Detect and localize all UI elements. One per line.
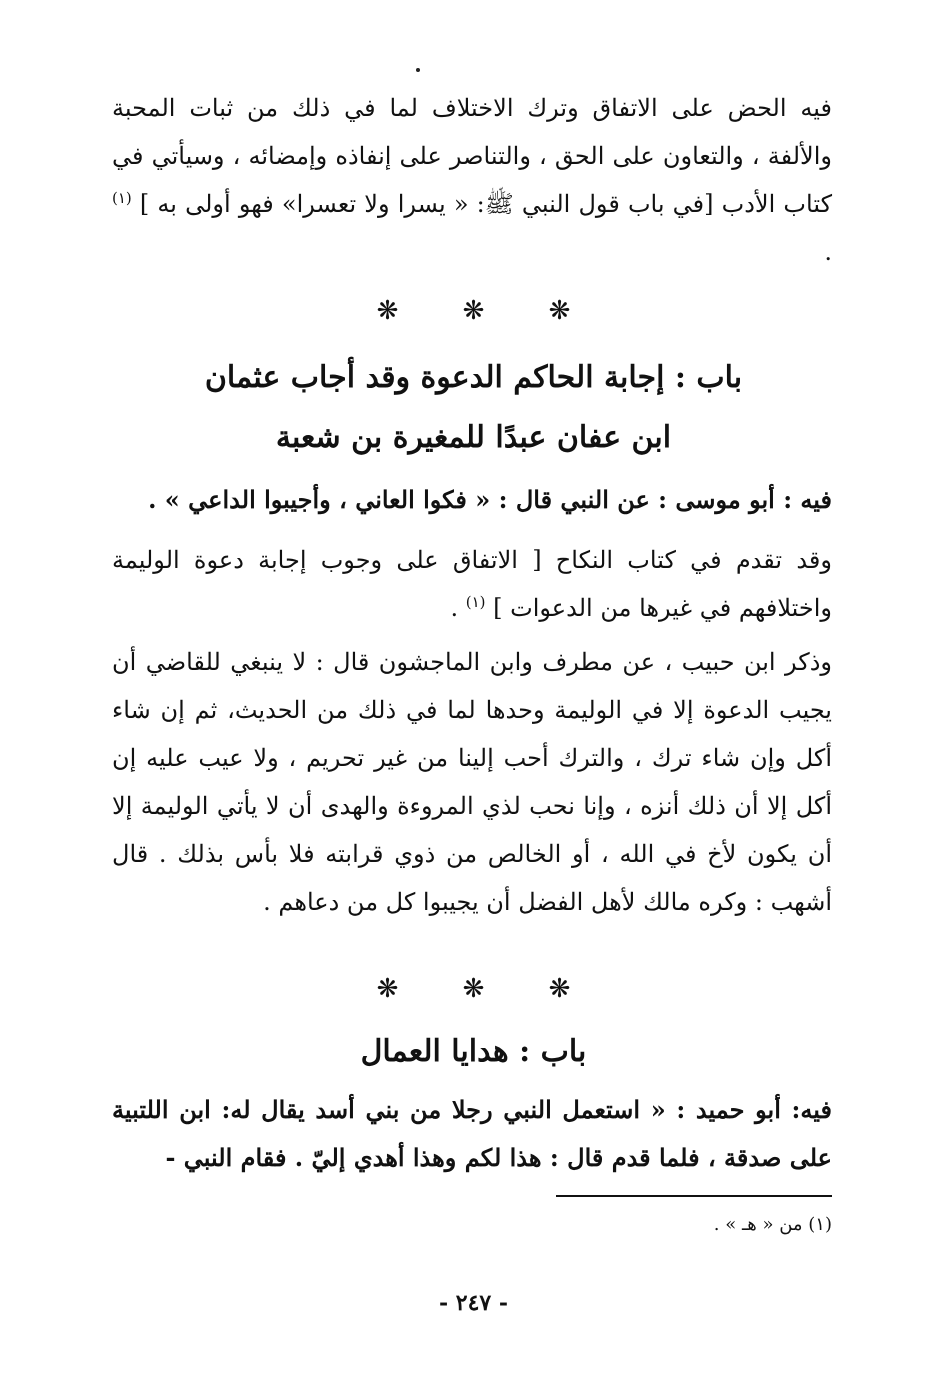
nikah-text: وقد تقدم في كتاب النكاح [ الاتفاق على وجوب إجابة دعوة الوليمة واختلافهم في غيرها من الدعوات ] [112, 546, 832, 622]
section-title-line-1: باب : إجابة الحاكم الدعوة وقد أجاب عثمان [204, 360, 743, 395]
footnote-divider [556, 1195, 832, 1197]
hadith-paragraph: فيه: أبو حميد : « استعمل النبي رجلا من بني أسد يقال له: ابن اللتبية على صدقة ، فلما قدم قال : هذا لكم وهذا أهدي إليّ . فقام النبي - [112, 1095, 832, 1172]
ink-dot [416, 68, 420, 72]
star-icon: ❋ [462, 974, 485, 1004]
separator-stars [0, 974, 947, 1004]
star-icon: ❋ [548, 296, 571, 326]
nikah-end: . [450, 594, 459, 622]
page-number: - ٢٤٧ - [438, 1290, 509, 1316]
star-icon: ❋ [548, 974, 571, 1004]
section-title: باب : هدايا العمال [360, 1034, 587, 1069]
footnote-mark: (١) [465, 593, 486, 611]
intro-text: فيه الحض على الاتفاق وترك الاختلاف لما في ذلك من ثبات المحبة والألفة ، والتعاون على الحق ، والتناصر على إنفاذه وإمضائه ، وسيأتي في كتاب الأدب [في باب قول النبي ﷺ: « يسرا ولا تعسرا» فهو أولى به ] [112, 94, 832, 218]
footnote: (١) من « هـ » . [713, 1214, 832, 1235]
ibn-habib-paragraph: وذكر ابن حبيب ، عن مطرف وابن الماجشون قال : لا ينبغي للقاضي أن يجيب الدعوة إلا في الوليمة وحدها لما في ذلك من الحديث، ثم إن شاء أكل وإن شاء ترك ، والترك أحب إلينا من غير تحريم ، ولا عيب عليه إن أكل إلا أن ذلك أنزه ، وإنا نحب لذي المروءة والهدى أن لا يأتي الوليمة إلا أن يكون لأخ في الله ، أو الخالص من ذوي قرابته فلا بأس بذلك . قال أشهب : وكره مالك لأهل الفضل أن يجيبوا كل من دعاهم . [112, 648, 832, 916]
star-icon: ❋ [462, 296, 485, 326]
star-icon: ❋ [376, 974, 399, 1004]
separator-stars [0, 296, 947, 326]
hadith-paragraph: فيه : أبو موسى : عن النبي قال : « فكوا العاني ، وأجيبوا الداعي » . [148, 485, 832, 514]
intro-paragraph [112, 84, 832, 276]
section-title-line-2: ابن عفان عبدًا للمغيرة بن شعبة [275, 420, 672, 455]
star-icon: ❋ [376, 296, 399, 326]
nikah-paragraph [112, 536, 832, 632]
intro-end: . [824, 238, 832, 266]
footnote-mark: (١) [112, 189, 132, 207]
